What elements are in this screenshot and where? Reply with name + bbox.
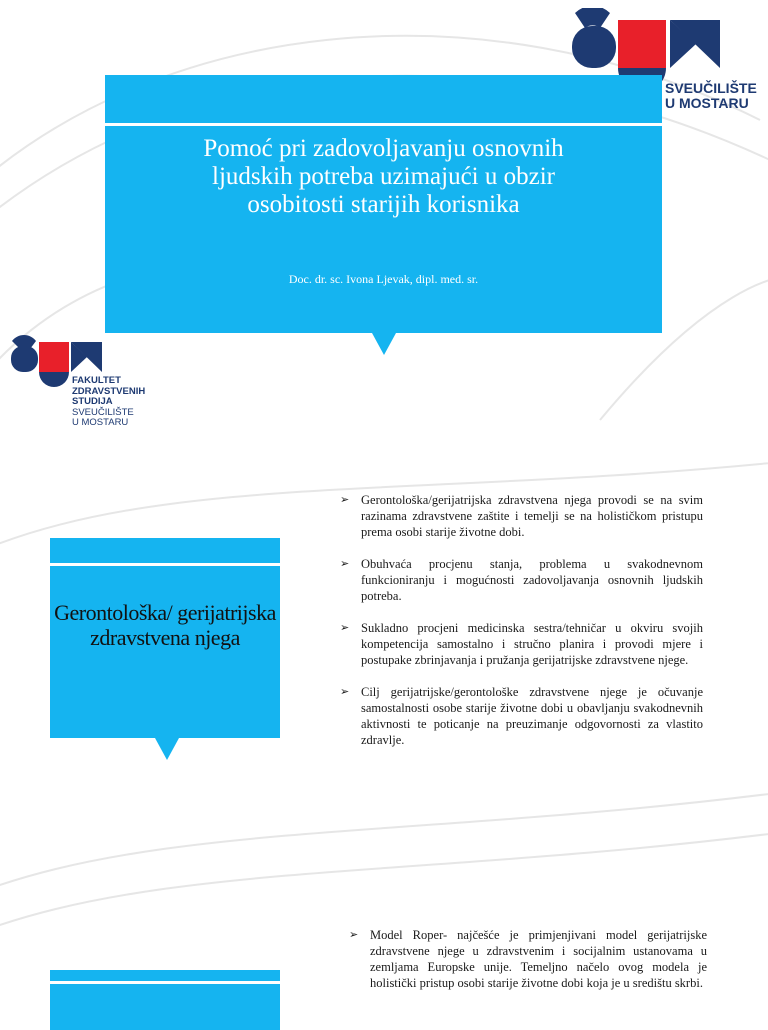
list-item: ➢ Model Roper- najčešće je primjenjivani model gerijatrijske zdravstvene njege u zdravstvenim i socijalnim ustanovama u zemljama Europske unije. Temeljno načelo ovog modela je holistički pristup osobi starije životne dobi koja je u središtu skrbi. (349, 928, 707, 990)
section-heading-banner (50, 538, 280, 738)
list-item: ➢ Gerontološka/gerijatrijska zdravstvena njega provodi se na svim razinama zdravstvene zaštite i temelji se na holističkom pristupu prema osobi starije životne dobi. (340, 493, 703, 539)
banner-divider (50, 563, 280, 566)
slide-title: Pomoć pri zadovoljavanju osnovnih ljudskih potreba uzimajući u obzir osobitosti starijih korisnika (203, 135, 564, 218)
bullet-list (345, 927, 707, 1007)
faculty-logo (10, 333, 190, 428)
arrowhead-bullet-icon: ➢ (349, 928, 359, 941)
section-heading: Gerontološka/ gerijatrijska zdravstvena njega (54, 600, 276, 650)
faculty-logo-text: FAKULTET ZDRAVSTVENIH STUDIJA SVEUČILIŠTE U MOSTARU (72, 375, 146, 428)
university-logo-text: SVEUČILIŠTE U MOSTARU (665, 80, 757, 111)
content-slide-gerontology (0, 430, 768, 830)
banner-divider (105, 123, 662, 126)
title-slide (0, 0, 768, 430)
section-heading-banner (50, 970, 280, 1030)
list-item: ➢ Obuhvaća procjenu stanja, problema u svakodnevnom funkcioniranju i mogućnosti zadovoljavanja osnovnih ljudskih potreba. (340, 557, 703, 603)
banner-divider (50, 981, 280, 984)
title-banner (105, 75, 662, 333)
heading-pointer (155, 738, 179, 760)
list-item: ➢ Cilj gerijatrijske/gerontološke zdravstvene njege je očuvanje samostalnosti osobe starije životne dobi u obavljanju svakodnevnih aktivnosti te poticanje na preuzimanje odgovornosti za vlastito zdravlje. (340, 685, 703, 747)
arrowhead-bullet-icon: ➢ (340, 493, 350, 506)
arrowhead-bullet-icon: ➢ (340, 557, 350, 570)
bullet-list (336, 492, 703, 764)
list-item: ➢ Sukladno procjeni medicinska sestra/tehničar u okviru svojih kompetencija samostalno i stručno planira i provodi mjere i postupake zbrinjavanja i pružanja gerijatrijske zdravstvene njege. (340, 621, 703, 667)
content-slide-roper-model (0, 830, 768, 1024)
author-line: Doc. dr. sc. Ivona Ljevak, dipl. med. sr. (288, 272, 479, 286)
arrowhead-bullet-icon: ➢ (340, 621, 350, 634)
banner-pointer (372, 333, 396, 355)
arrowhead-bullet-icon: ➢ (340, 685, 350, 698)
